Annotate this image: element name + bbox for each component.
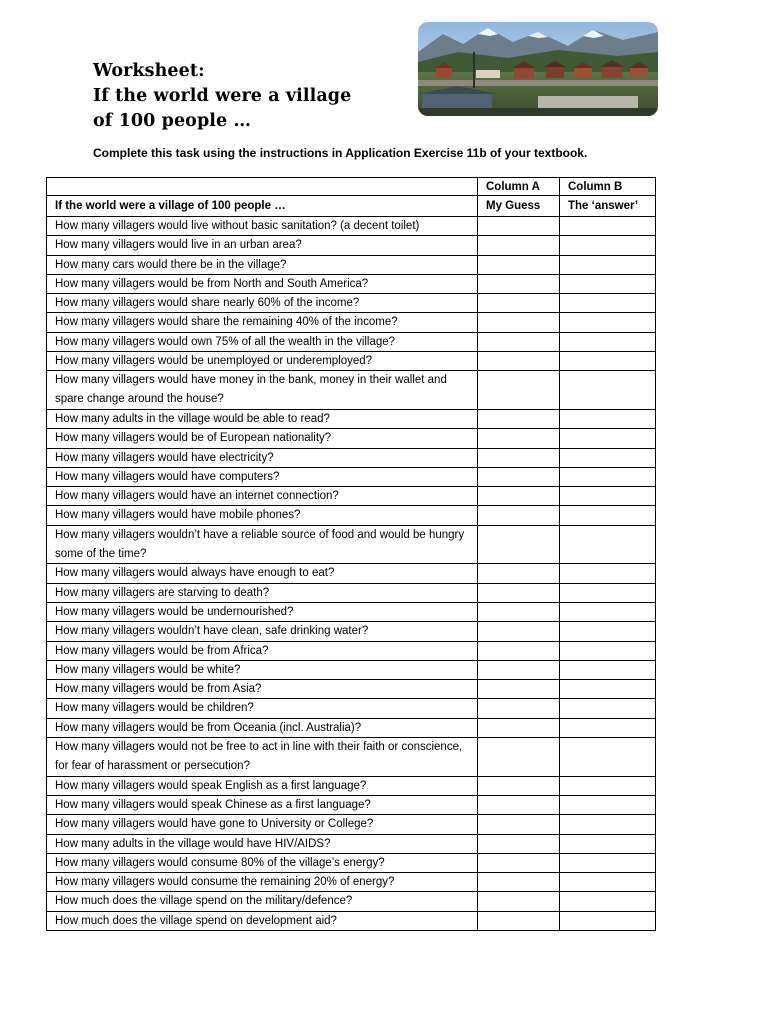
answer-header: The ‘answer’ [560, 196, 656, 217]
question-text: How many adults in the village would have HIV/AIDS? [47, 834, 478, 853]
guess-answer-cell[interactable] [478, 622, 560, 641]
question-text: How many villagers would have mobile phones? [47, 506, 478, 525]
answer-cell[interactable] [560, 332, 656, 351]
answer-cell[interactable] [560, 660, 656, 679]
question-text: How many villagers would be unemployed or underemployed? [47, 352, 478, 371]
guess-answer-cell[interactable] [478, 776, 560, 795]
table-row [47, 487, 656, 506]
answer-cell[interactable] [560, 795, 656, 814]
table-row [47, 911, 656, 930]
answer-cell[interactable] [560, 352, 656, 371]
question-text: How many villagers would be undernourished? [47, 602, 478, 621]
table-row [47, 371, 656, 410]
table-row [47, 506, 656, 525]
table-row [47, 815, 656, 834]
guess-answer-cell[interactable] [478, 699, 560, 718]
question-text: How many villagers would not be free to act in line with their faith or conscience, for fear of harassment or persecution? [47, 738, 478, 777]
guess-answer-cell[interactable] [478, 738, 560, 777]
table-row [47, 564, 656, 583]
title-line: Worksheet: [93, 61, 205, 81]
guess-answer-cell[interactable] [478, 602, 560, 621]
question-text: How many villagers would be of European nationality? [47, 429, 478, 448]
guess-answer-cell[interactable] [478, 583, 560, 602]
title-line: If the world were a village [93, 86, 352, 106]
table-row [47, 255, 656, 274]
guess-answer-cell[interactable] [478, 506, 560, 525]
question-text: How many villagers would consume 80% of the village’s energy? [47, 853, 478, 872]
answer-cell[interactable] [560, 371, 656, 410]
answer-cell[interactable] [560, 641, 656, 660]
table-subheader-row [47, 196, 656, 217]
guess-answer-cell[interactable] [478, 815, 560, 834]
answer-cell[interactable] [560, 409, 656, 428]
table-row [47, 602, 656, 621]
guess-answer-cell[interactable] [478, 217, 560, 236]
question-text: How many villagers would be from Africa? [47, 641, 478, 660]
question-text: How many villagers would be from North and South America? [47, 274, 478, 293]
question-text: How many villagers would own 75% of all the wealth in the village? [47, 332, 478, 351]
question-text: How many villagers would be from Asia? [47, 680, 478, 699]
guess-answer-cell[interactable] [478, 409, 560, 428]
table-row [47, 274, 656, 293]
answer-cell[interactable] [560, 680, 656, 699]
answer-cell[interactable] [560, 622, 656, 641]
table-row [47, 583, 656, 602]
question-text: How many villagers would speak Chinese as a first language? [47, 795, 478, 814]
guess-answer-cell[interactable] [478, 352, 560, 371]
answer-cell[interactable] [560, 911, 656, 930]
table-row [47, 795, 656, 814]
guess-answer-cell[interactable] [478, 313, 560, 332]
guess-answer-cell[interactable] [478, 255, 560, 274]
answer-cell[interactable] [560, 255, 656, 274]
table-row [47, 525, 656, 564]
question-text: How many villagers would speak English as a first language? [47, 776, 478, 795]
table-row [47, 641, 656, 660]
answer-cell[interactable] [560, 429, 656, 448]
question-text: How many villagers would live without basic sanitation? (a decent toilet) [47, 217, 478, 236]
answer-cell[interactable] [560, 564, 656, 583]
answer-cell[interactable] [560, 815, 656, 834]
worksheet-table [46, 177, 656, 931]
answer-cell[interactable] [560, 776, 656, 795]
question-text: How many villagers would have money in the bank, money in their wallet and spare change around the house? [47, 371, 478, 410]
table-row [47, 660, 656, 679]
answer-cell[interactable] [560, 506, 656, 525]
table-row [47, 217, 656, 236]
question-text: How many villagers would always have enough to eat? [47, 564, 478, 583]
table-row [47, 332, 656, 351]
question-text: How many villagers would be children? [47, 699, 478, 718]
table-row [47, 429, 656, 448]
table-row [47, 467, 656, 486]
guess-answer-cell[interactable] [478, 236, 560, 255]
guess-answer-cell[interactable] [478, 911, 560, 930]
table-row [47, 853, 656, 872]
answer-cell[interactable] [560, 236, 656, 255]
question-text: How many cars would there be in the village? [47, 255, 478, 274]
question-text: How many villagers would be from Oceania (incl. Australia)? [47, 718, 478, 737]
village-photo [418, 22, 658, 116]
guess-answer-cell[interactable] [478, 834, 560, 853]
guess-answer-cell[interactable] [478, 371, 560, 410]
table-row [47, 680, 656, 699]
question-text: How many villagers would consume the remaining 20% of energy? [47, 873, 478, 892]
question-text: How many villagers would live in an urban area? [47, 236, 478, 255]
answer-cell[interactable] [560, 274, 656, 293]
guess-answer-cell[interactable] [478, 274, 560, 293]
guess-answer-cell[interactable] [478, 429, 560, 448]
title-line: of 100 people … [93, 111, 252, 131]
table-row [47, 622, 656, 641]
answer-cell[interactable] [560, 467, 656, 486]
question-text: How many villagers would have computers? [47, 467, 478, 486]
table-row [47, 236, 656, 255]
answer-cell[interactable] [560, 738, 656, 777]
question-text: How many villagers wouldn’t have clean, safe drinking water? [47, 622, 478, 641]
answer-cell[interactable] [560, 294, 656, 313]
table-row [47, 718, 656, 737]
question-text: How many villagers would share nearly 60% of the income? [47, 294, 478, 313]
answer-cell[interactable] [560, 834, 656, 853]
answer-cell[interactable] [560, 853, 656, 872]
guess-answer-cell[interactable] [478, 873, 560, 892]
table-row [47, 313, 656, 332]
answer-cell[interactable] [560, 217, 656, 236]
instructions-text: Complete this task using the instructions in Application Exercise 11b of your textbook. [93, 146, 588, 160]
guess-answer-cell[interactable] [478, 448, 560, 467]
answer-cell[interactable] [560, 873, 656, 892]
guess-answer-cell[interactable] [478, 853, 560, 872]
table-row [47, 892, 656, 911]
worksheet-title [93, 59, 351, 134]
table-row [47, 738, 656, 777]
answer-cell[interactable] [560, 313, 656, 332]
table-row [47, 352, 656, 371]
answer-cell[interactable] [560, 448, 656, 467]
guess-answer-cell[interactable] [478, 795, 560, 814]
guess-answer-cell[interactable] [478, 680, 560, 699]
question-text: How much does the village spend on the military/defence? [47, 892, 478, 911]
question-text: How many villagers would share the remaining 40% of the income? [47, 313, 478, 332]
guess-answer-cell[interactable] [478, 294, 560, 313]
question-text: How much does the village spend on development aid? [47, 911, 478, 930]
table-row [47, 873, 656, 892]
table-row [47, 776, 656, 795]
guess-answer-cell[interactable] [478, 487, 560, 506]
answer-cell[interactable] [560, 892, 656, 911]
answer-cell[interactable] [560, 583, 656, 602]
my-guess-header: My Guess [478, 196, 560, 217]
question-text: How many villagers would be white? [47, 660, 478, 679]
answer-cell[interactable] [560, 487, 656, 506]
guess-answer-cell[interactable] [478, 564, 560, 583]
table-row [47, 834, 656, 853]
guess-answer-cell[interactable] [478, 467, 560, 486]
column-a-header: Column A [478, 178, 560, 196]
question-text: How many villagers are starving to death? [47, 583, 478, 602]
table-row [47, 294, 656, 313]
table-row [47, 699, 656, 718]
question-column-header: If the world were a village of 100 people … [47, 196, 478, 217]
answer-cell[interactable] [560, 699, 656, 718]
table-row [47, 409, 656, 428]
answer-cell[interactable] [560, 602, 656, 621]
guess-answer-cell[interactable] [478, 660, 560, 679]
question-text: How many villagers would have electricity? [47, 448, 478, 467]
village-landscape-image [418, 22, 658, 116]
table-row [47, 448, 656, 467]
guess-answer-cell[interactable] [478, 332, 560, 351]
answer-cell[interactable] [560, 525, 656, 564]
table-header-row [47, 178, 656, 196]
question-text: How many villagers wouldn’t have a reliable source of food and would be hungry some of the time? [47, 525, 478, 564]
answer-cell[interactable] [560, 718, 656, 737]
guess-answer-cell[interactable] [478, 641, 560, 660]
guess-answer-cell[interactable] [478, 525, 560, 564]
question-text: How many adults in the village would be able to read? [47, 409, 478, 428]
column-b-header: Column B [560, 178, 656, 196]
header-cell [47, 178, 478, 196]
question-text: How many villagers would have an internet connection? [47, 487, 478, 506]
question-text: How many villagers would have gone to University or College? [47, 815, 478, 834]
guess-answer-cell[interactable] [478, 892, 560, 911]
guess-answer-cell[interactable] [478, 718, 560, 737]
